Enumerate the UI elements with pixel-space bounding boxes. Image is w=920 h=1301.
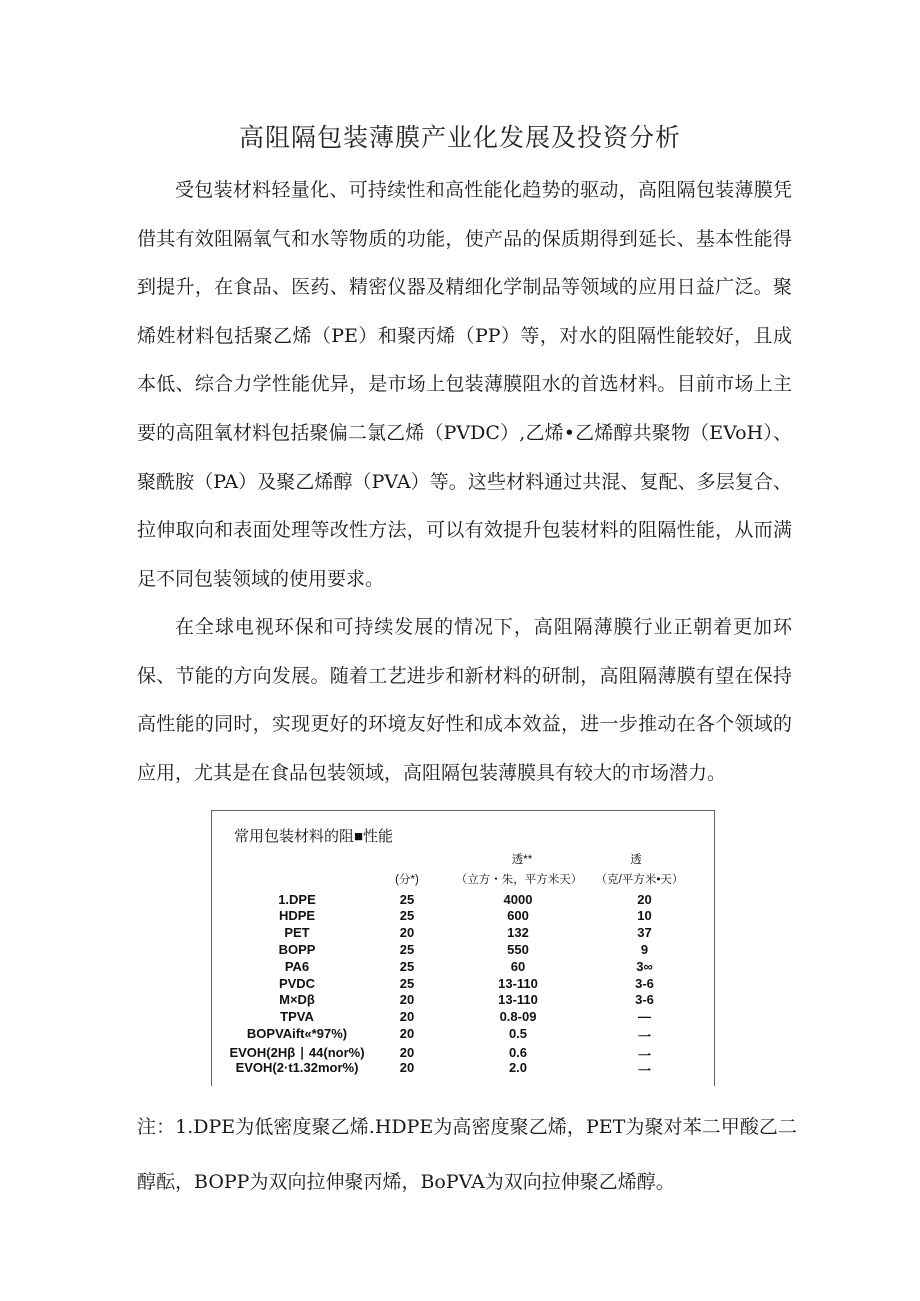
water-permeability-value: 一: [637, 1048, 651, 1063]
material-name: BOPP: [278, 942, 316, 957]
thickness-value: 20: [399, 1045, 415, 1060]
thickness-value: 25: [399, 942, 415, 957]
material-name: PA6: [284, 959, 310, 974]
material-name: 1.DPE: [278, 892, 316, 907]
thickness-value: 20: [399, 1060, 415, 1075]
water-permeability-value: 9: [640, 942, 649, 957]
oxygen-permeability-value: 4000: [503, 892, 533, 907]
table-row: [212, 1060, 714, 1077]
water-permeability-value: —: [638, 1009, 651, 1024]
oxygen-permeability-value: 60: [510, 959, 526, 974]
table-row: [212, 908, 714, 925]
oxygen-permeability-value: 0.6: [508, 1045, 528, 1060]
material-name: EVOH(2Hβ ∣ 44(nor%): [229, 1045, 365, 1060]
water-permeability-value: 一: [637, 1029, 651, 1044]
oxygen-permeability-value: 0.8-09: [499, 1009, 537, 1024]
table-row: [212, 1009, 714, 1026]
thickness-value: 25: [399, 908, 415, 923]
oxygen-permeability-value: 132: [507, 925, 529, 940]
oxygen-permeability-value: 13-110: [498, 976, 538, 991]
material-name: M×Dβ: [279, 992, 315, 1007]
thickness-value: 20: [399, 992, 415, 1007]
paragraph-intro: 受包装材料轻量化、可持续性和高性能化趋势的驱动，高阻隔包装薄膜凭借其有效阻隔氧气和水等物质的功能，使产品的保质期得到延长、基本性能得到提升，在食品、医药、精密仪器及精细化学制品等领域的应用日益广泛。聚烯姓材料包括聚乙烯（PE）和聚丙烯（PP）等，对水的阻隔性能较好，且成本低、综合力学性能优异，是市场上包装薄膜阻水的首选材料。目前市场上主要的高阻氧材料包括聚偏二氯乙烯（PVDC）,乙烯•乙烯醇共聚物（EVoH）、聚酰胺（PA）及聚乙烯醇（PVA）等。这些材料通过共混、复配、多层复合、拉伸取向和表面处理等改性方法，可以有效提升包装材料的阻隔性能，从而满足不同包装领域的使用要求。: [137, 179, 792, 590]
footnote: 注：1.DPE为低密度聚乙烯.HDPE为高密度聚乙烯，PET为聚对苯二甲酸乙二醇酝，BOPP为双向拉伸聚丙烯，BoPVA为双向拉伸聚乙烯醇。: [137, 1116, 797, 1193]
material-name: TPVA: [280, 1009, 314, 1024]
material-name: PVDC: [278, 976, 316, 991]
material-name: EVOH(2·t1.32mor%): [235, 1060, 359, 1075]
water-permeability-value: 3∞: [636, 959, 653, 974]
water-permeability-value: 3-6: [635, 976, 654, 991]
table-row: [212, 992, 714, 1009]
table-row: [212, 942, 714, 959]
material-name: BOPVAift«*97%): [246, 1026, 348, 1041]
barrier-properties-table: [211, 810, 715, 1086]
header-water-unit: （克/平方米•天）: [595, 874, 684, 886]
header-thickness-unit: (分*): [395, 874, 419, 886]
water-permeability-value: 一: [637, 1063, 651, 1078]
thickness-value: 25: [399, 976, 415, 991]
table-row: [212, 925, 714, 942]
thickness-value: 25: [399, 892, 415, 907]
material-name: HDPE: [278, 908, 316, 923]
thickness-value: 20: [399, 925, 415, 940]
water-permeability-value: 20: [637, 892, 652, 907]
header-oxygen-unit: （立方・朱，平方米天）: [455, 874, 583, 886]
thickness-value: 20: [399, 1009, 415, 1024]
header-water-label: 透: [630, 854, 642, 866]
document-title: 高阻隔包装薄膜产业化发展及投资分析: [238, 123, 681, 152]
oxygen-permeability-value: 0.5: [508, 1026, 528, 1041]
material-name: PET: [284, 925, 310, 940]
table-row: [212, 1026, 714, 1043]
water-permeability-value: 3-6: [635, 992, 654, 1007]
thickness-value: 25: [399, 959, 415, 974]
water-permeability-value: 10: [637, 908, 652, 923]
header-oxygen-label: 透**: [511, 854, 533, 866]
table-row: [212, 976, 714, 993]
water-permeability-value: 37: [637, 925, 652, 940]
table-row: [212, 959, 714, 976]
table-row: [212, 892, 714, 909]
oxygen-permeability-value: 13-110: [498, 992, 538, 1007]
table-title: 常用包装材料的阻■性能: [234, 828, 394, 845]
thickness-value: 20: [399, 1026, 415, 1041]
oxygen-permeability-value: 600: [507, 908, 529, 923]
paragraph-outlook: 在全球电视环保和可持续发展的情况下，高阻隔薄膜行业正朝着更加环保、节能的方向发展。随着工艺进步和新材料的研制，高阻隔薄膜有望在保持高性能的同时，实现更好的环境友好性和成本效益，进一步推动在各个领域的应用，尤其是在食品包装领域，高阻隔包装薄膜具有较大的市场潜力。: [137, 616, 792, 784]
oxygen-permeability-value: 2.0: [508, 1060, 528, 1075]
oxygen-permeability-value: 550: [507, 942, 529, 957]
